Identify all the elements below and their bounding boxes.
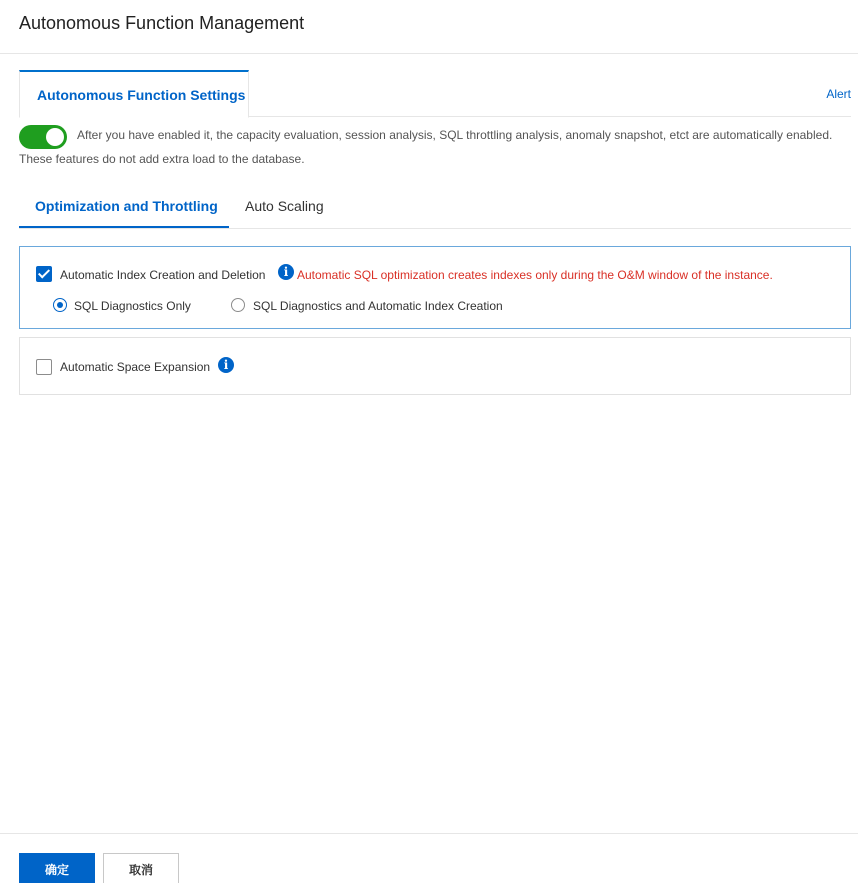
tab-autonomous-function-settings[interactable]: [19, 70, 249, 118]
alert-link[interactable]: Alert: [826, 87, 851, 101]
index-creation-panel: [19, 246, 851, 329]
cancel-button[interactable]: 取消: [103, 853, 179, 883]
dialog-header: [0, 0, 858, 54]
top-tab-bar: [19, 70, 851, 117]
tab-optimization-and-throttling[interactable]: Optimization and Throttling: [35, 198, 218, 214]
space-expansion-label: Automatic Space Expansion: [60, 360, 211, 374]
index-creation-checkbox[interactable]: [36, 266, 52, 282]
info-icon[interactable]: i: [218, 357, 234, 373]
space-expansion-checkbox[interactable]: [36, 359, 52, 375]
confirm-button[interactable]: 确定: [19, 853, 95, 883]
radio-label-sql-diagnostics-and-index: SQL Diagnostics and Automatic Index Creation: [253, 299, 503, 313]
switch-description-note: These features do not add extra load to the database.: [19, 152, 305, 166]
tab-label: Autonomous Function Settings: [37, 87, 246, 103]
autonomous-function-switch[interactable]: [19, 125, 67, 149]
index-creation-label: Automatic Index Creation and Deletion: [60, 268, 266, 282]
radio-label-sql-diagnostics-only: SQL Diagnostics Only: [74, 299, 191, 313]
space-expansion-panel: [19, 337, 851, 395]
active-tab-indicator: [19, 226, 229, 228]
info-icon[interactable]: i: [278, 264, 294, 280]
page-title: Autonomous Function Management: [19, 13, 305, 33]
switch-knob: [46, 128, 64, 146]
switch-description: After you have enabled it, the capacity evaluation, session analysis, SQL throttling analysis, anomaly snapshot, etct are automatically enabled.: [77, 128, 833, 142]
tab-auto-scaling[interactable]: Auto Scaling: [245, 198, 324, 214]
dialog-footer: [0, 833, 858, 883]
radio-sql-diagnostics-only[interactable]: [53, 298, 67, 312]
index-warning-text: Automatic SQL optimization creates indexes only during the O&M window of the instance.: [297, 268, 773, 282]
sub-tab-bar: [19, 191, 851, 229]
radio-sql-diagnostics-and-index[interactable]: [231, 298, 245, 312]
